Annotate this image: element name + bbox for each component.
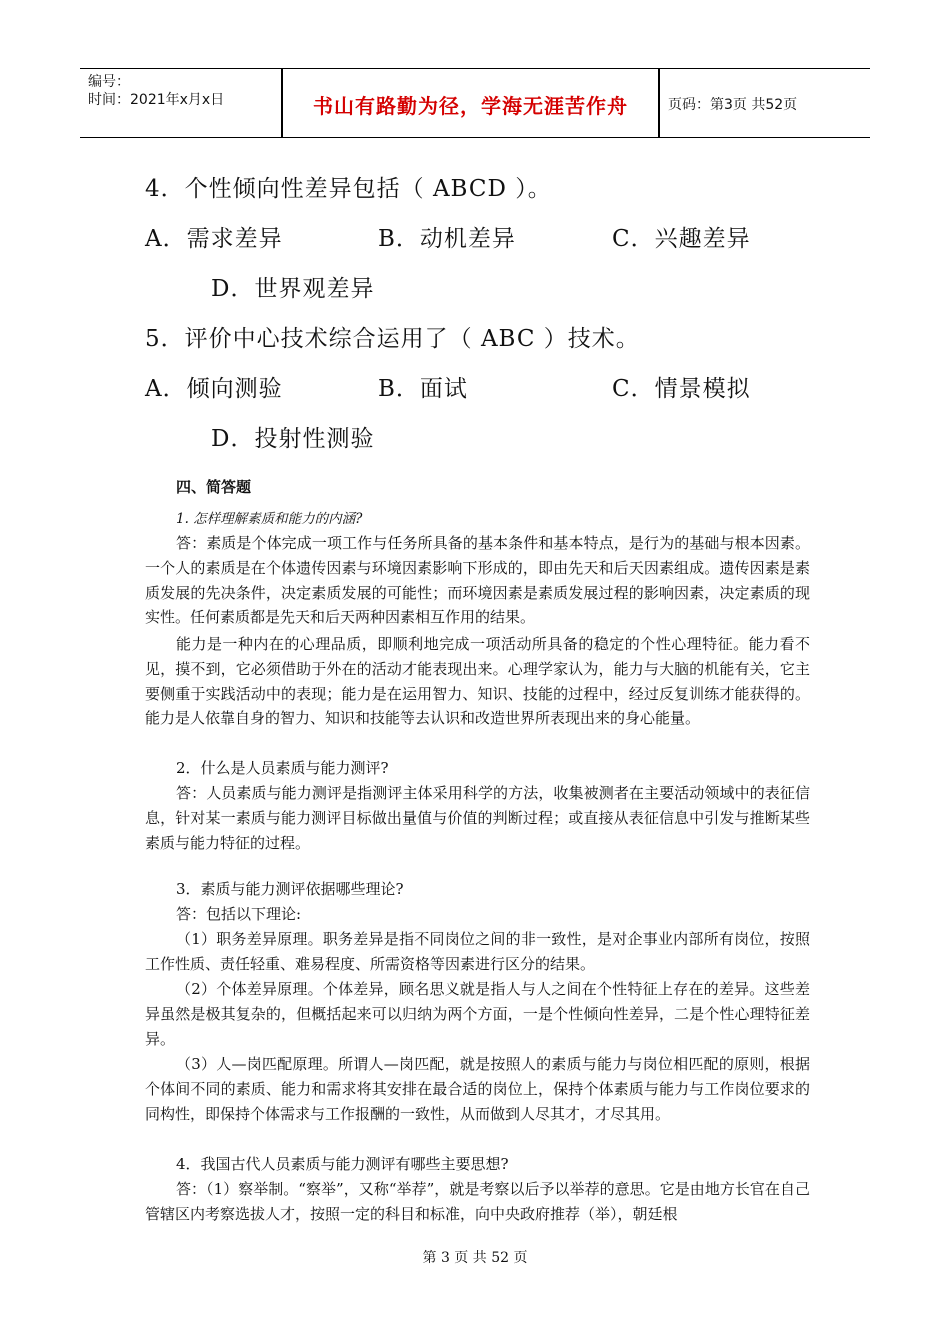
header-motto: 书山有路勤为径，学海无涯苦作舟 bbox=[313, 94, 628, 118]
answer-1-paragraph-1: 答：素质是个体完成一项工作与任务所具备的基本条件和基本特点，是行为的基础与根本因素。一个人的素质是在个体遗传因素与环境因素影响下形成的，即由先天和后天因素组成。遗传因素是素质发展的先决条件，决定素质发展的可能性；而环境因素是素质发展过程的影响因素，决定素质的现实性。任何素质都是先天和后天两种因素相互作用的结果。 bbox=[145, 534, 810, 627]
question-5-option-a: A．倾向测验 bbox=[145, 376, 283, 402]
answer-3-paragraph-3: （3）人—岗匹配原理。所谓人—岗匹配，就是按照人的素质与能力与岗位相匹配的原则，根据个体间不同的素质、能力和需求将其安排在最合适的岗位上，保持个体素质与能力与工作岗位要求的同构性，即保持个体需求与工作报酬的一致性，从而做到人尽其才，才尽其用。 bbox=[145, 1055, 810, 1123]
short-answer-question-1: 1. 怎样理解素质和能力的内涵? bbox=[176, 511, 363, 527]
question-5-option-b: B．面试 bbox=[378, 376, 468, 402]
question-4-option-d: D．世界观差异 bbox=[211, 276, 375, 302]
number-label: 编号： bbox=[88, 74, 130, 90]
question-4-option-a: A．需求差异 bbox=[145, 226, 283, 252]
question-4-stem: 4．个性倾向性差异包括（ ABCD ）。 bbox=[145, 176, 552, 202]
answer-3-intro: 答：包括以下理论: bbox=[176, 905, 302, 923]
answer-3-paragraph-2: （2）个体差异原理。个体差异，顾名思义就是指人与人之间在个性特征上存在的差异。这些差异虽然是极其复杂的，但概括起来可以归纳为两个方面，一是个性倾向性差异，二是个性心理特征差异。 bbox=[145, 980, 810, 1048]
short-answer-question-4: 4．我国古代人员素质与能力测评有哪些主要思想? bbox=[176, 1155, 509, 1173]
question-5-stem: 5．评价中心技术综合运用了（ ABC ）技术。 bbox=[145, 326, 640, 352]
header-meta bbox=[88, 73, 278, 109]
header-page-label: 页码：第3页 共52页 bbox=[668, 97, 798, 113]
page-header bbox=[80, 68, 870, 138]
question-4-option-b: B．动机差异 bbox=[378, 226, 516, 252]
time-label: 时间：2021年x月x日 bbox=[88, 92, 225, 108]
answer-1-paragraph-2: 能力是一种内在的心理品质，即顺利地完成一项活动所具备的稳定的个性心理特征。能力看不见，摸不到，它必须借助于外在的活动才能表现出来。心理学家认为，能力与大脑的机能有关，它主要侧重于实践活动中的表现；能力是在运用智力、知识、技能的过程中，经过反复训练才能获得的。能力是人依靠自身的智力、知识和技能等去认识和改造世界所表现出来的身心能量。 bbox=[145, 635, 810, 728]
question-4-option-c: C．兴趣差异 bbox=[612, 226, 751, 252]
answer-2-paragraph: 答：人员素质与能力测评是指测评主体采用科学的方法，收集被测者在主要活动领域中的表征信息，针对某一素质与能力测评目标做出量值与价值的判断过程；或直接从表征信息中引发与推断某些素质与能力特征的过程。 bbox=[145, 784, 810, 852]
answer-4-paragraph-1: 答：（1）察举制。“察举”，又称“举荐”，就是考察以后予以举荐的意思。它是由地方长官在自己管辖区内考察选拔人才，按照一定的科目和标准，向中央政府推荐（举），朝廷根 bbox=[145, 1180, 810, 1223]
page-footer: 第 3 页 共 52 页 bbox=[422, 1250, 528, 1266]
answer-3-paragraph-1: （1）职务差异原理。职务差异是指不同岗位之间的非一致性，是对企事业内部所有岗位，按照工作性质、责任轻重、难易程度、所需资格等因素进行区分的结果。 bbox=[145, 930, 810, 973]
header-divider bbox=[658, 69, 660, 137]
question-5-option-c: C．情景模拟 bbox=[612, 376, 751, 402]
question-5-option-d: D．投射性测验 bbox=[211, 426, 375, 452]
short-answer-question-2: 2．什么是人员素质与能力测评? bbox=[176, 759, 389, 777]
short-answer-question-3: 3．素质与能力测评依据哪些理论? bbox=[176, 880, 404, 898]
section-title: 四、简答题 bbox=[176, 478, 252, 496]
